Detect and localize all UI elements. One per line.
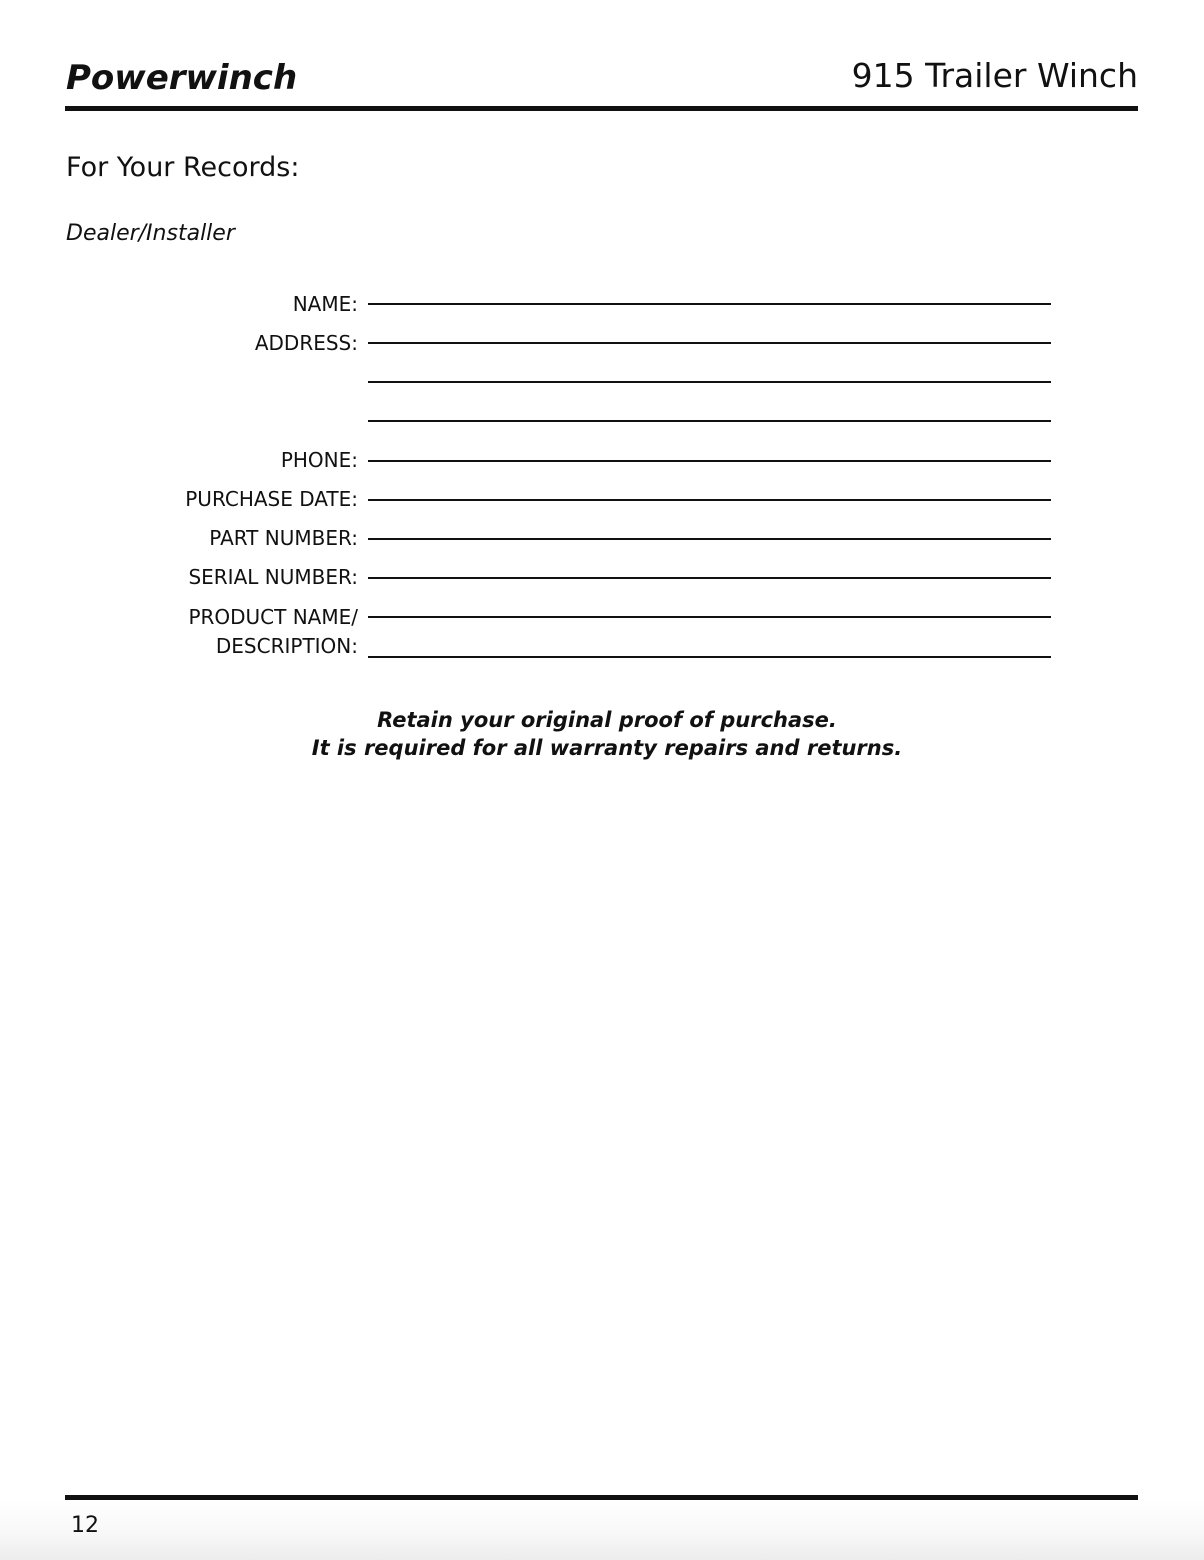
proof-of-purchase-notice: Retain your original proof of purchase. — [377, 708, 837, 732]
phone-field[interactable] — [368, 460, 1051, 462]
product-title: 915 Trailer Winch — [851, 56, 1138, 95]
name-label: NAME: — [292, 292, 358, 316]
address-field-line-3[interactable] — [368, 420, 1051, 422]
address-label: ADDRESS: — [254, 331, 358, 355]
footer-shading — [0, 1500, 1204, 1560]
address-field-line-1[interactable] — [368, 342, 1051, 344]
name-field[interactable] — [368, 303, 1051, 305]
serial-number-label: SERIAL NUMBER: — [188, 565, 358, 589]
address-field-line-2[interactable] — [368, 381, 1051, 383]
product-name-field[interactable] — [368, 616, 1051, 618]
section-subtitle: Dealer/Installer — [66, 221, 235, 246]
purchase-date-label: PURCHASE DATE: — [185, 487, 358, 511]
product-name-label: PRODUCT NAME/ — [188, 605, 358, 629]
header-divider — [65, 106, 1138, 111]
description-label: DESCRIPTION: — [215, 634, 358, 658]
part-number-label: PART NUMBER: — [209, 526, 358, 550]
footer-divider — [65, 1495, 1138, 1500]
page-number: 12 — [71, 1513, 99, 1538]
section-title: For Your Records: — [66, 152, 300, 183]
serial-number-field[interactable] — [368, 577, 1051, 579]
warranty-notice: It is required for all warranty repairs and returns. — [311, 736, 903, 760]
phone-label: PHONE: — [280, 448, 358, 472]
description-field[interactable] — [368, 656, 1051, 658]
purchase-date-field[interactable] — [368, 499, 1051, 501]
brand-name: Powerwinch — [66, 58, 298, 98]
part-number-field[interactable] — [368, 538, 1051, 540]
